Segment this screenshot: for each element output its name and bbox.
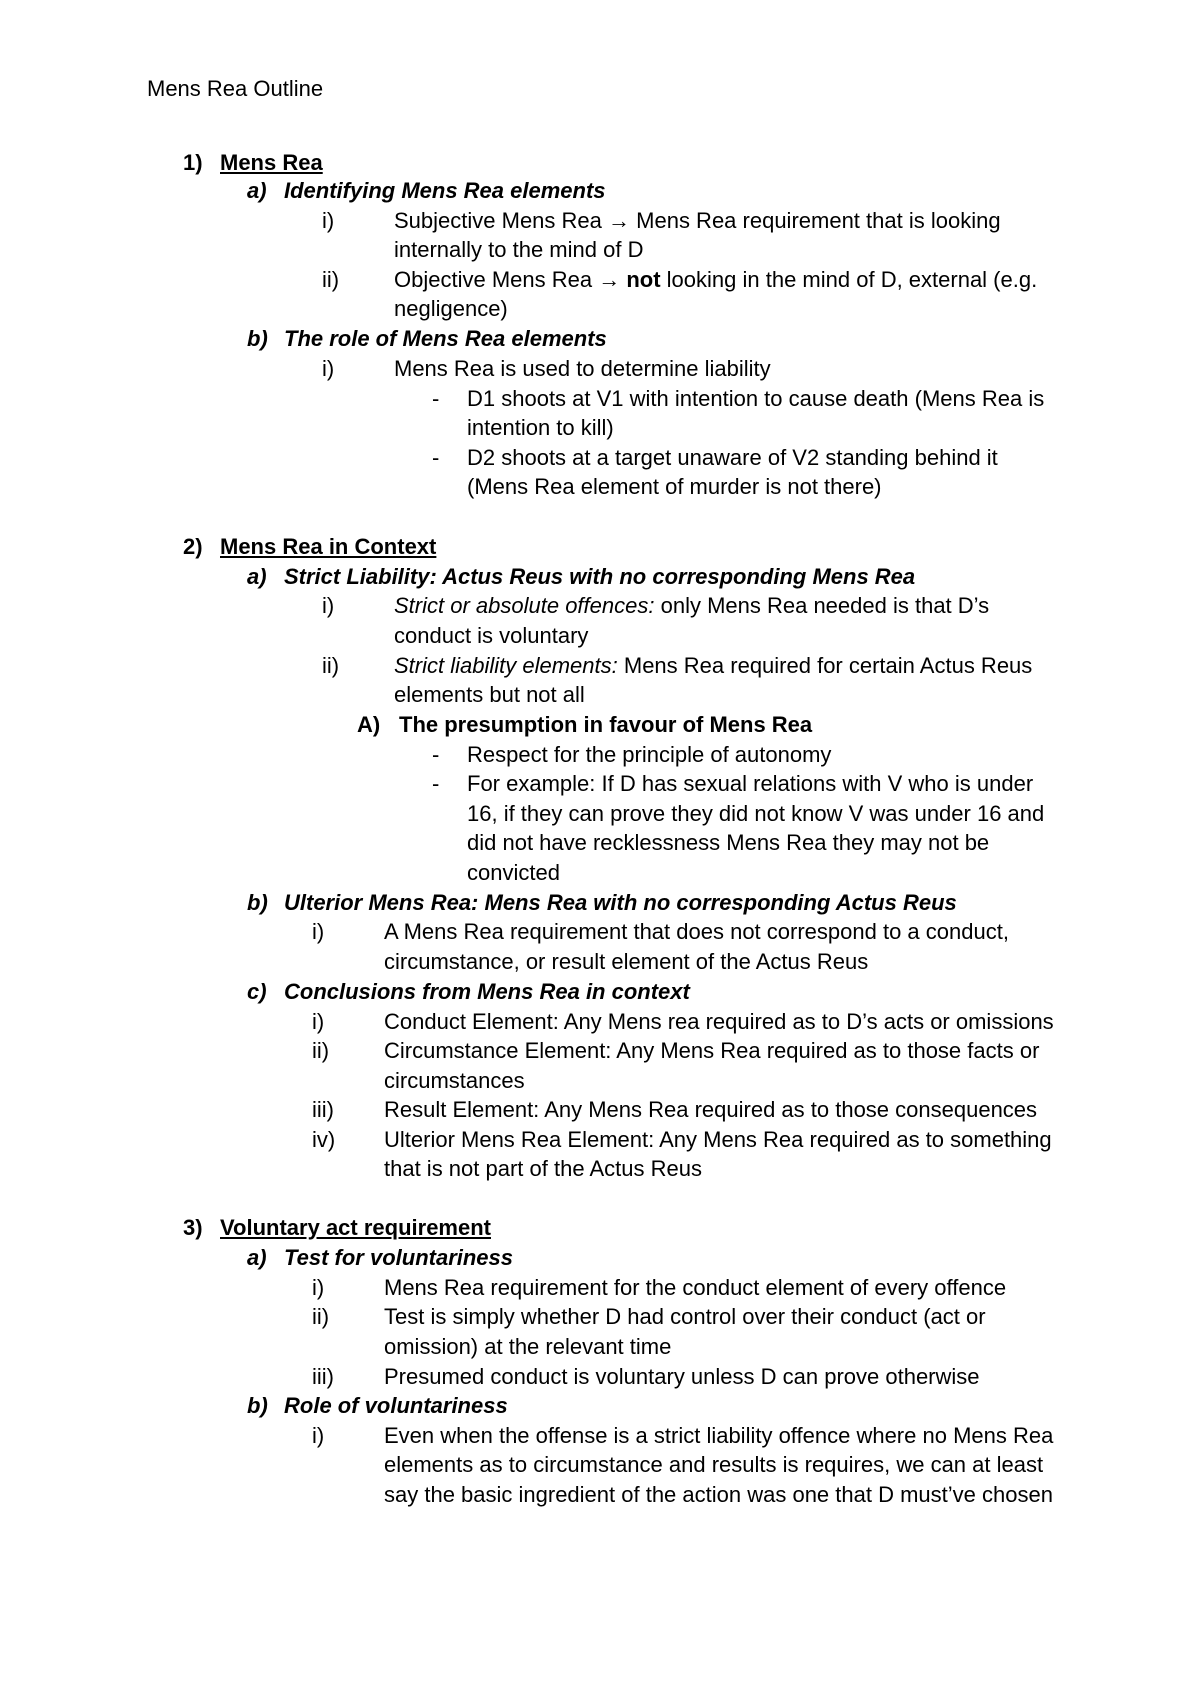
subsection-heading: Strict Liability: Actus Reus with no corresponding Mens Rea xyxy=(284,564,916,589)
outline-line: 16, if they can prove they did not know V was under 16 and xyxy=(467,801,1045,826)
section-2-number: 2) xyxy=(183,534,203,559)
outline-line: did not have recklessness Mens Rea they may not be xyxy=(467,830,990,855)
item-label: ii) xyxy=(322,653,340,678)
outline-line: Even when the offense is a strict liability offence where no Mens Rea xyxy=(384,1423,1054,1448)
right-arrow-icon: → xyxy=(598,267,621,292)
outline-line: circumstances xyxy=(384,1068,525,1093)
term-text: Subjective Mens Rea xyxy=(394,208,602,233)
term-text: Strict or absolute offences: xyxy=(394,593,655,618)
item-label: ii) xyxy=(322,267,340,292)
outline-line xyxy=(394,266,1037,294)
item-label: b) xyxy=(247,326,268,351)
term-text: Strict liability elements: xyxy=(394,653,618,678)
item-label: A) xyxy=(357,712,381,737)
outline-line: D2 shoots at a target unaware of V2 standing behind it xyxy=(467,445,998,470)
outline-line: elements but not all xyxy=(394,682,585,707)
item-label: iv) xyxy=(312,1127,336,1152)
emphasis-text: not xyxy=(626,267,661,292)
item-label: b) xyxy=(247,890,268,915)
item-label: i) xyxy=(322,208,335,233)
item-label: a) xyxy=(247,564,267,589)
outline-line: (Mens Rea element of murder is not there) xyxy=(467,474,882,499)
outline-line xyxy=(394,592,989,620)
subsection-heading: The role of Mens Rea elements xyxy=(284,326,607,351)
term-text: Objective Mens Rea xyxy=(394,267,593,292)
outline-line: elements as to circumstance and results is requires, we can at least xyxy=(384,1452,1044,1477)
outline-line: For example: If D has sexual relations with V who is under xyxy=(467,771,1034,796)
definition-text: only Mens Rea needed is that D’s xyxy=(660,593,990,618)
outline-line: Circumstance Element: Any Mens Rea required as to those facts or xyxy=(384,1038,1040,1063)
outline-line: negligence) xyxy=(394,296,508,321)
item-label: a) xyxy=(247,178,267,203)
item-label: i) xyxy=(322,356,335,381)
bullet-dash: - xyxy=(432,742,440,767)
bullet-dash: - xyxy=(432,386,440,411)
definition-text: looking in the mind of D, external (e.g. xyxy=(666,267,1038,292)
definition-text: Mens Rea required for certain Actus Reus xyxy=(623,653,1033,678)
outline-line: convicted xyxy=(467,860,560,885)
outline-line: Respect for the principle of autonomy xyxy=(467,742,832,767)
section-1-number: 1) xyxy=(183,150,203,175)
subsection-heading: Test for voluntariness xyxy=(284,1245,514,1270)
outline-line: intention to kill) xyxy=(467,415,614,440)
outline-line: conduct is voluntary xyxy=(394,623,589,648)
subsection-heading: The presumption in favour of Mens Rea xyxy=(399,712,813,737)
outline-line: that is not part of the Actus Reus xyxy=(384,1156,702,1181)
item-label: i) xyxy=(312,1275,325,1300)
item-label: ii) xyxy=(312,1038,330,1063)
item-label: i) xyxy=(312,919,325,944)
subsection-heading: Ulterior Mens Rea: Mens Rea with no corresponding Actus Reus xyxy=(284,890,957,915)
outline-line: D1 shoots at V1 with intention to cause death (Mens Rea is xyxy=(467,386,1045,411)
outline-line: Presumed conduct is voluntary unless D can prove otherwise xyxy=(384,1364,980,1389)
outline-line: say the basic ingredient of the action was one that D must’ve chosen xyxy=(384,1482,1053,1507)
item-label: b) xyxy=(247,1393,268,1418)
outline-line xyxy=(394,207,1001,235)
right-arrow-icon: → xyxy=(608,208,631,233)
outline-line: Ulterior Mens Rea Element: Any Mens Rea required as to something xyxy=(384,1127,1052,1152)
outline-line xyxy=(394,652,1032,680)
outline-line: Mens Rea requirement for the conduct element of every offence xyxy=(384,1275,1007,1300)
item-label: i) xyxy=(312,1423,325,1448)
bullet-dash: - xyxy=(432,445,440,470)
outline-line: omission) at the relevant time xyxy=(384,1334,672,1359)
section-2-heading: Mens Rea in Context xyxy=(220,534,437,559)
item-label: c) xyxy=(247,979,267,1004)
section-3-number: 3) xyxy=(183,1215,203,1240)
section-1-heading: Mens Rea xyxy=(220,150,323,175)
subsection-heading: Role of voluntariness xyxy=(284,1393,508,1418)
item-label: ii) xyxy=(312,1304,330,1329)
subsection-heading: Conclusions from Mens Rea in context xyxy=(284,979,690,1004)
subsection-heading: Identifying Mens Rea elements xyxy=(284,178,606,203)
section-3-heading: Voluntary act requirement xyxy=(220,1215,491,1240)
outline-line: Test is simply whether D had control over their conduct (act or xyxy=(384,1304,986,1329)
outline-line: A Mens Rea requirement that does not correspond to a conduct, xyxy=(384,919,1009,944)
item-label: iii) xyxy=(312,1364,334,1389)
outline-line: circumstance, or result element of the Actus Reus xyxy=(384,949,869,974)
definition-text: Mens Rea requirement that is looking xyxy=(636,208,1001,233)
item-label: i) xyxy=(312,1009,325,1034)
item-label: a) xyxy=(247,1245,267,1270)
bullet-dash: - xyxy=(432,771,440,796)
outline-line: Result Element: Any Mens Rea required as to those consequences xyxy=(384,1097,1038,1122)
document-title: Mens Rea Outline xyxy=(147,76,324,101)
outline-line: internally to the mind of D xyxy=(394,237,644,262)
outline-line: Conduct Element: Any Mens rea required as to D’s acts or omissions xyxy=(384,1009,1054,1034)
item-label: iii) xyxy=(312,1097,334,1122)
item-label: i) xyxy=(322,593,335,618)
outline-line: Mens Rea is used to determine liability xyxy=(394,356,771,381)
